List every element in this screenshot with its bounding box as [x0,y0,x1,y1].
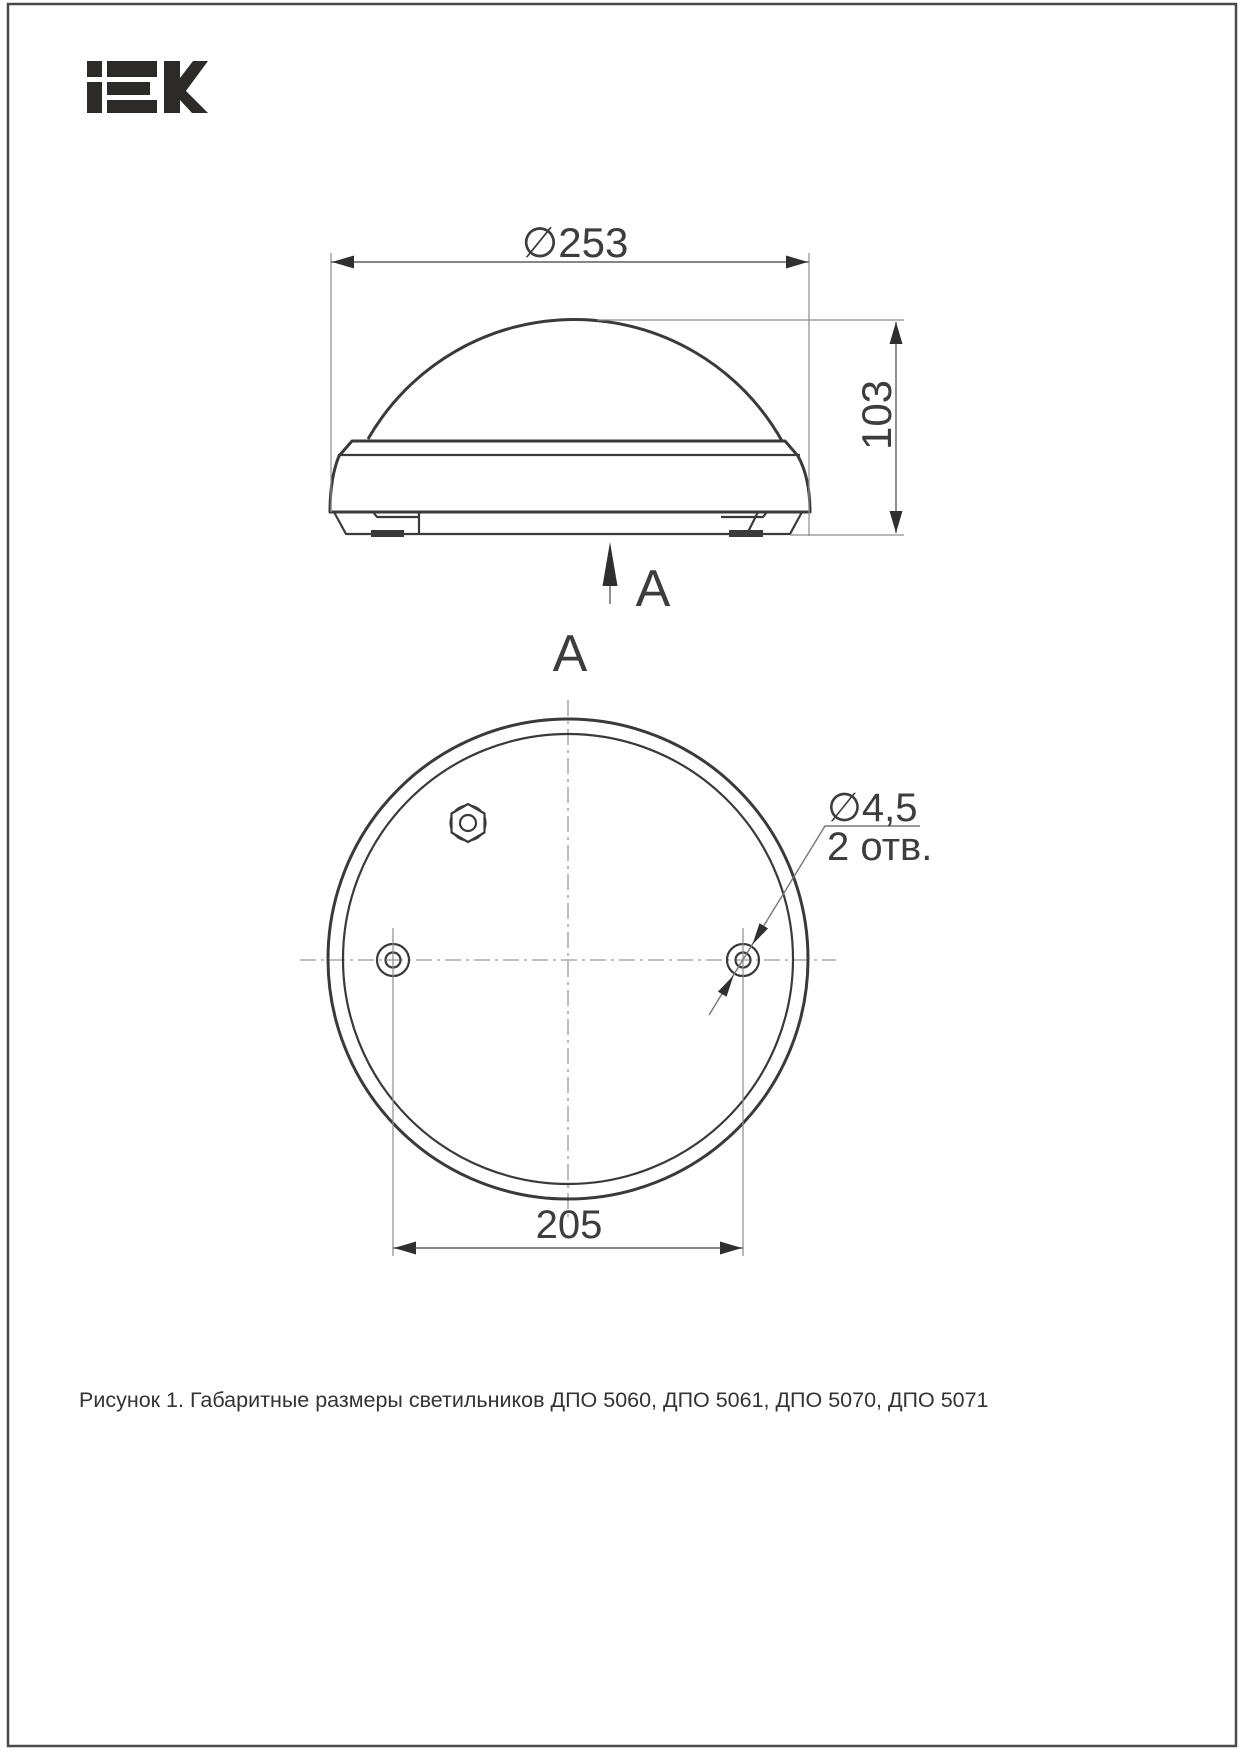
logo-k-lower-arm [180,85,208,113]
figure-caption: Рисунок 1. Габаритные размеры светильников ДПО 5060, ДПО 5061, ДПО 5070, ДПО 5071 [79,1388,989,1412]
hole-spacing-label: 205 [535,1203,603,1247]
side-view [330,219,904,618]
arrow-left [332,256,354,269]
leader-arrow-upper [752,923,768,944]
leader-arrow-lower [718,975,734,996]
dimension-height-103 [597,320,904,535]
arrow-left [394,1242,416,1255]
left-foot-pad [371,530,404,537]
logo-e-top-bar [107,61,157,77]
body-outline [330,441,810,512]
logo-i-stem [87,82,102,113]
dome-outline [368,319,782,441]
hole-diameter-label: ∅4,5 [827,786,918,830]
view-direction-label: A [635,560,671,618]
hole-count-label: 2 отв. [827,825,933,869]
section-view [300,625,932,1256]
arrow-right [720,1242,742,1255]
arrow-right [786,256,808,269]
logo-e-bottom-bar [107,100,157,113]
side-diameter-label: ∅253 [521,219,629,266]
logo-e-mid-bar [107,82,150,95]
iek-logo [87,61,208,113]
arrow-top [890,322,903,344]
nut-hexagon [452,804,485,842]
arrow-up [603,542,618,586]
arrow-bottom [890,511,903,533]
section-label: A [552,625,588,683]
view-direction-arrow [603,542,671,618]
side-height-label: 103 [853,379,900,451]
screw-nut [451,804,486,842]
logo-i-dot [87,61,102,77]
dimension-diameter-253 [331,219,809,536]
logo-k-stem [164,61,180,113]
right-foot-pad [729,530,763,537]
